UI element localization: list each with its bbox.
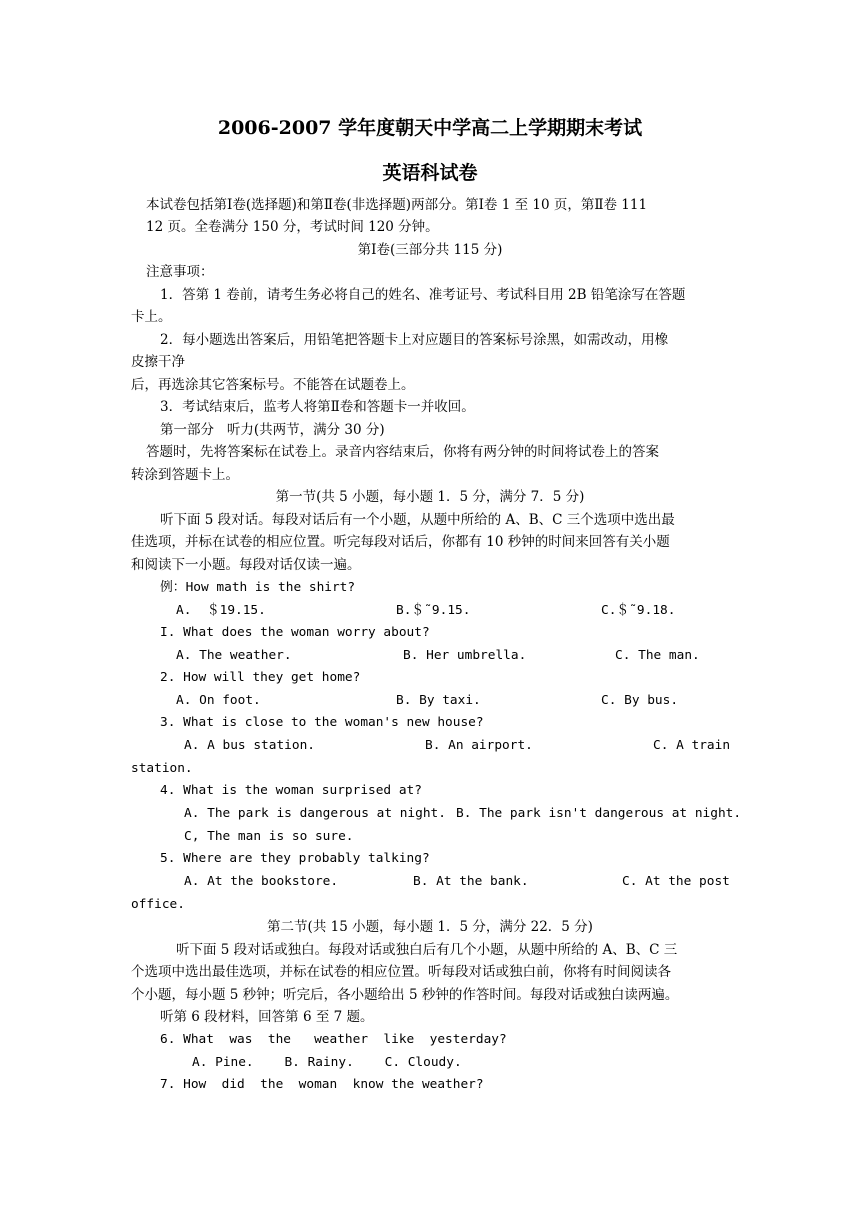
example-question: 例：How math is the shirt? (160, 580, 356, 595)
example-option-c: C.＄˜9.18. (601, 603, 676, 618)
question-5-option-b: B. At the bank. (413, 874, 529, 889)
question-3-option-a: A. A bus station. (184, 738, 315, 753)
part1-heading: 第Ⅰ卷(三部分共 115 分) (357, 242, 503, 258)
notice-item-1b: 卡上。 (131, 309, 172, 325)
intro-line-1: 本试卷包括第Ⅰ卷(选择题)和第Ⅱ卷(非选择题)两部分。第Ⅰ卷 1 至 10 页，第Ⅱ卷 111 (146, 197, 648, 213)
question-2-option-c: C. By bus. (601, 693, 679, 708)
example-option-b: B.＄˜9.15. (396, 603, 471, 618)
question-1-option-b: B. Her umbrella. (403, 648, 527, 663)
exam-title: 2006-2007 学年度朝天中学高二上学期期末考试 (217, 117, 643, 139)
question-4-option-a: A. The park is dangerous at night. (184, 806, 446, 821)
material-6-heading: 听第 6 段材料，回答第 6 至 7 题。 (160, 1009, 374, 1025)
intro-line-2: 12 页。全卷满分 150 分，考试时间 120 分钟。 (146, 219, 439, 235)
question-3-option-b: B. An airport. (425, 738, 533, 753)
question-6-options: A. Pine. B. Rainy. C. Cloudy. (192, 1055, 462, 1070)
section2-instr-a: 听下面 5 段对话或独白。每段对话或独白后有几个小题，从题中所给的 A、B、C 三 (176, 942, 678, 958)
question-2: 2. How will they get home? (160, 670, 361, 685)
section1-heading: 第一节(共 5 小题，每小题 1．5 分，满分 7．5 分) (275, 489, 585, 505)
example-option-a: A. ＄19.15. (176, 603, 266, 618)
notice-item-1a: 1．答第 1 卷前，请考生务必将自己的姓名、准考证号、考试科目用 2B 铅笔涂写在答题 (160, 287, 686, 303)
question-3: 3. What is close to the woman's new house? (160, 715, 484, 730)
section1-instr-c: 和阅读下一小题。每段对话仅读一遍。 (131, 557, 361, 573)
question-2-option-a: A. On foot. (176, 693, 261, 708)
section1-instr-b: 佳选项，并标在试卷的相应位置。听完每段对话后，你都有 10 秒钟的时间来回答有关小题 (131, 534, 670, 550)
question-1-option-a: A. The weather. (176, 648, 292, 663)
listening-instr-b: 转涂到答题卡上。 (131, 467, 239, 483)
section2-heading: 第二节(共 15 小题，每小题 1．5 分，满分 22．5 分) (267, 919, 593, 935)
notice-item-3: 3．考试结束后，监考人将第Ⅱ卷和答题卡一并收回。 (160, 399, 475, 415)
question-5: 5. Where are they probably talking? (160, 851, 430, 866)
notice-item-2a: 2．每小题选出答案后，用铅笔把答题卡上对应题目的答案标号涂黑，如需改动，用橡 (160, 332, 669, 348)
question-5-option-c: C. At the post (622, 874, 730, 889)
question-5-option-a: A. At the bookstore. (184, 874, 339, 889)
section1-instr-a: 听下面 5 段对话。每段对话后有一个小题，从题中所给的 A、B、C 三个选项中选出最 (160, 512, 675, 528)
notice-heading: 注意事项： (146, 264, 214, 280)
question-4-option-c: C, The man is so sure. (184, 829, 354, 844)
question-6: 6. What was the weather like yesterday? (160, 1032, 507, 1047)
notice-item-2b: 皮擦干净 (131, 354, 185, 370)
question-1-option-c: C. The man. (615, 648, 700, 663)
notice-item-2c: 后，再选涂其它答案标号。不能答在试题卷上。 (131, 377, 415, 393)
question-4: 4. What is the woman surprised at? (160, 783, 422, 798)
question-2-option-b: B. By taxi. (396, 693, 481, 708)
listening-heading: 第一部分 听力(共两节，满分 30 分) (160, 422, 385, 438)
question-5-option-c-cont: office. (131, 897, 185, 912)
question-4-option-b: B. The park isn't dangerous at night. (456, 806, 742, 821)
section2-instr-c: 个小题，每小题 5 秒钟；听完后，各小题给出 5 秒钟的作答时间。每段对话或独白读两遍。 (131, 987, 679, 1003)
question-1: I. What does the woman worry about? (160, 625, 430, 640)
question-7: 7. How did the woman know the weather? (160, 1077, 484, 1092)
section2-instr-b: 个选项中选出最佳选项，并标在试卷的相应位置。听每段对话或独白前，你将有时间阅读各 (131, 964, 671, 980)
question-3-option-c: C. A train (653, 738, 731, 753)
exam-subtitle: 英语科试卷 (382, 162, 478, 184)
question-3-option-c-cont: station. (131, 761, 193, 776)
listening-instr-a: 答题时，先将答案标在试卷上。录音内容结束后，你将有两分钟的时间将试卷上的答案 (146, 444, 659, 460)
